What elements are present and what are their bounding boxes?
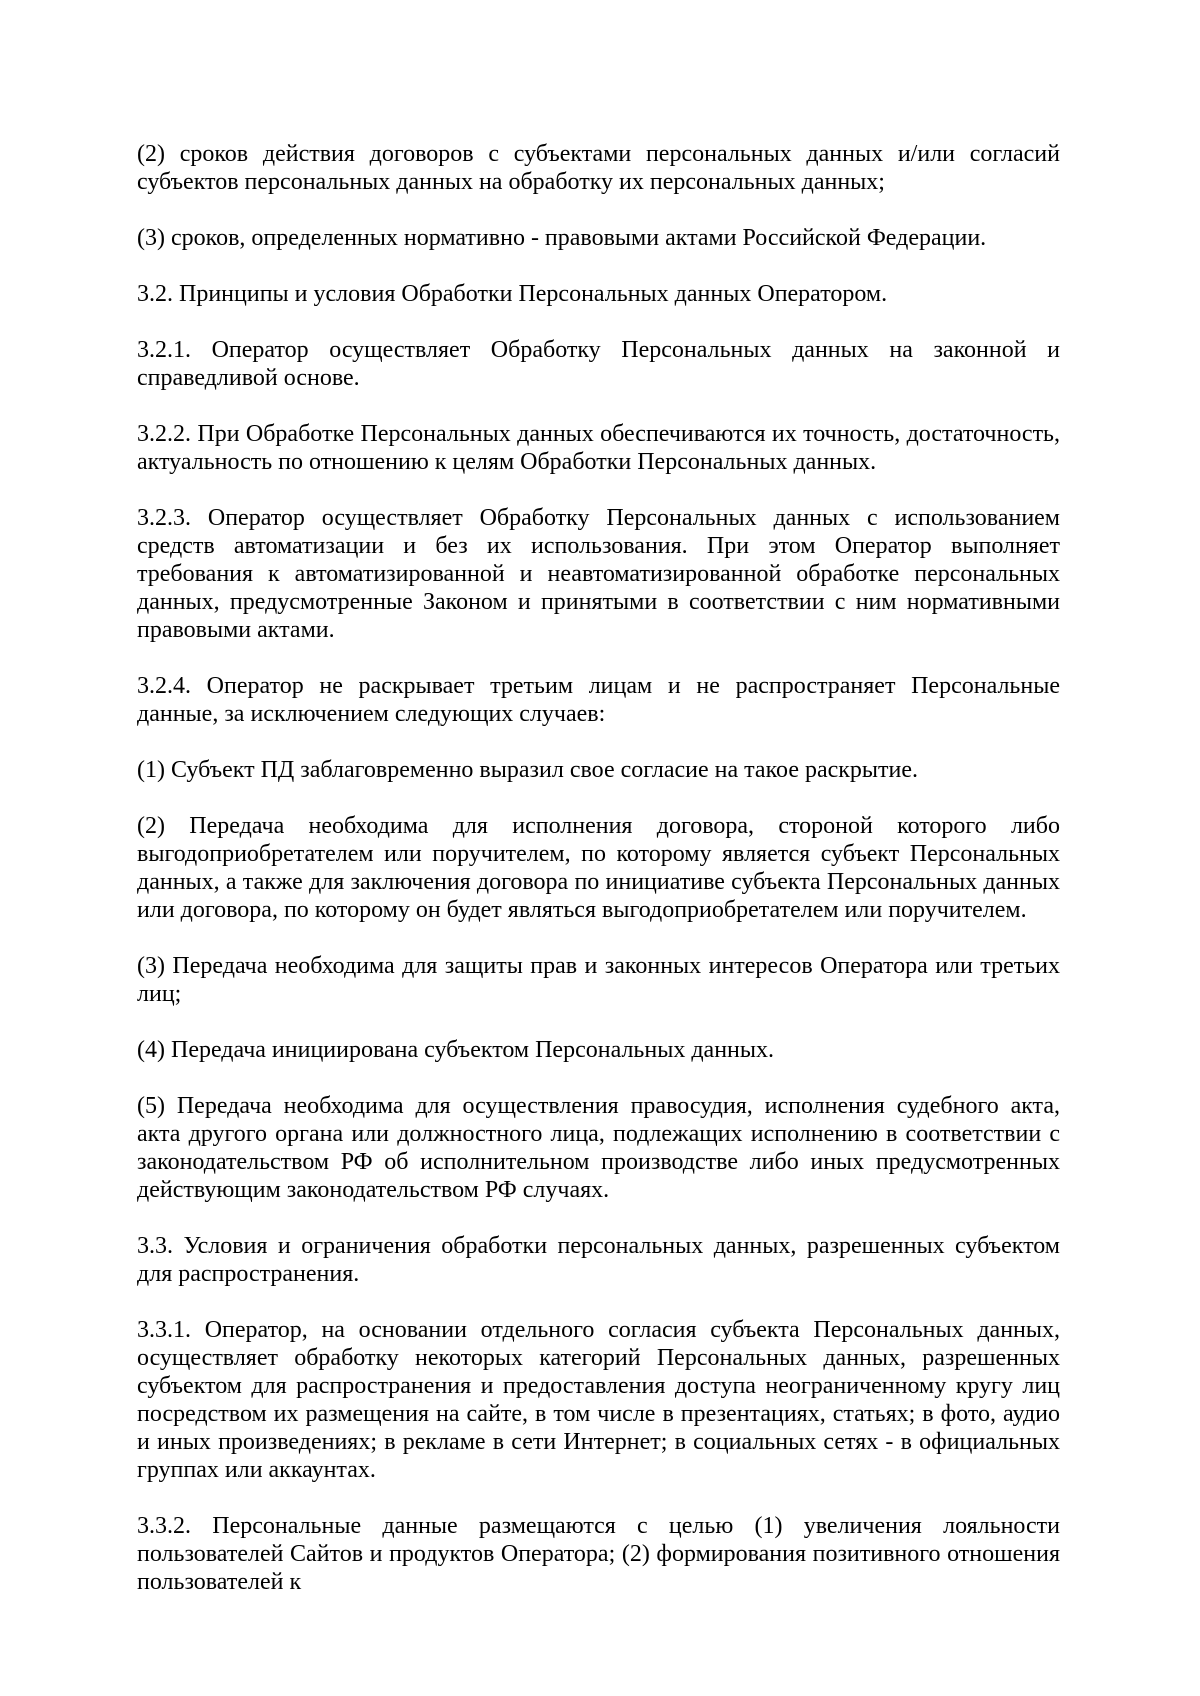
case-3-rights-protection: (3) Передача необходима для защиты прав и законных интересов Оператора или третьих лиц; bbox=[137, 953, 1060, 1007]
document-text-block bbox=[137, 140, 1060, 1624]
case-2-contract: (2) Передача необходима для исполнения договора, стороной которого либо выгодоприобретателем или поручителем, по которому является субъект Персональных данных, а также для заключения договора по инициативе субъекта Персональных данных или договора, по которому он будет являться выгодоприобретателем или поручителем. bbox=[137, 813, 1060, 923]
clause-3-2-3: 3.2.3. Оператор осуществляет Обработку Персональных данных с использованием средств автоматизации и без их использования. При этом Оператор выполняет требования к автоматизированной и неавтоматизированной обработке персональных данных, предусмотренные Законом и принятыми в соответствии с ним нормативными правовыми актами. bbox=[137, 505, 1060, 643]
clause-3-3-2: 3.3.2. Персональные данные размещаются с целью (1) увеличения лояльности пользователей Сайтов и продуктов Оператора; (2) формирования позитивного отношения пользователей к bbox=[137, 1513, 1060, 1595]
case-1-consent: (1) Субъект ПД заблаговременно выразил свое согласие на такое раскрытие. bbox=[137, 757, 919, 783]
clause-3-3-1: 3.3.1. Оператор, на основании отдельного согласия субъекта Персональных данных, осуществляет обработку некоторых категорий Персональных данных, разрешенных субъектом для распространения и предоставления доступа неограниченному кругу лиц посредством их размещения на сайте, в том числе в презентациях, статьях; в фото, аудио и иных произведениях; в рекламе в сети Интернет; в социальных сетях - в официальных группах или аккаунтах. bbox=[137, 1317, 1060, 1483]
clause-3-2-4: 3.2.4. Оператор не раскрывает третьим лицам и не распространяет Персональные данные, за исключением следующих случаев: bbox=[137, 673, 1060, 727]
clause-item-3-legal-terms: (3) сроков, определенных нормативно - правовыми актами Российской Федерации. bbox=[137, 225, 987, 251]
case-4-initiated-by-subject: (4) Передача инициирована субъектом Персональных данных. bbox=[137, 1037, 775, 1063]
clause-3-2-2: 3.2.2. При Обработке Персональных данных обеспечиваются их точность, достаточность, актуальность по отношению к целям Обработки Персональных данных. bbox=[137, 421, 1060, 475]
clause-3-2-1: 3.2.1. Оператор осуществляет Обработку Персональных данных на законной и справедливой основе. bbox=[137, 337, 1060, 391]
clause-3-3-heading: 3.3. Условия и ограничения обработки персональных данных, разрешенных субъектом для распространения. bbox=[137, 1233, 1060, 1287]
case-5-justice: (5) Передача необходима для осуществления правосудия, исполнения судебного акта, акта другого органа или должностного лица, подлежащих исполнению в соответствии с законодательством РФ об исполнительном производстве либо иных предусмотренных действующим законодательством РФ случаях. bbox=[137, 1093, 1060, 1203]
clause-item-2-contract-terms: (2) сроков действия договоров с субъектами персональных данных и/или согласий субъектов персональных данных на обработку их персональных данных; bbox=[137, 141, 1060, 195]
clause-3-2-heading: 3.2. Принципы и условия Обработки Персональных данных Оператором. bbox=[137, 281, 888, 307]
